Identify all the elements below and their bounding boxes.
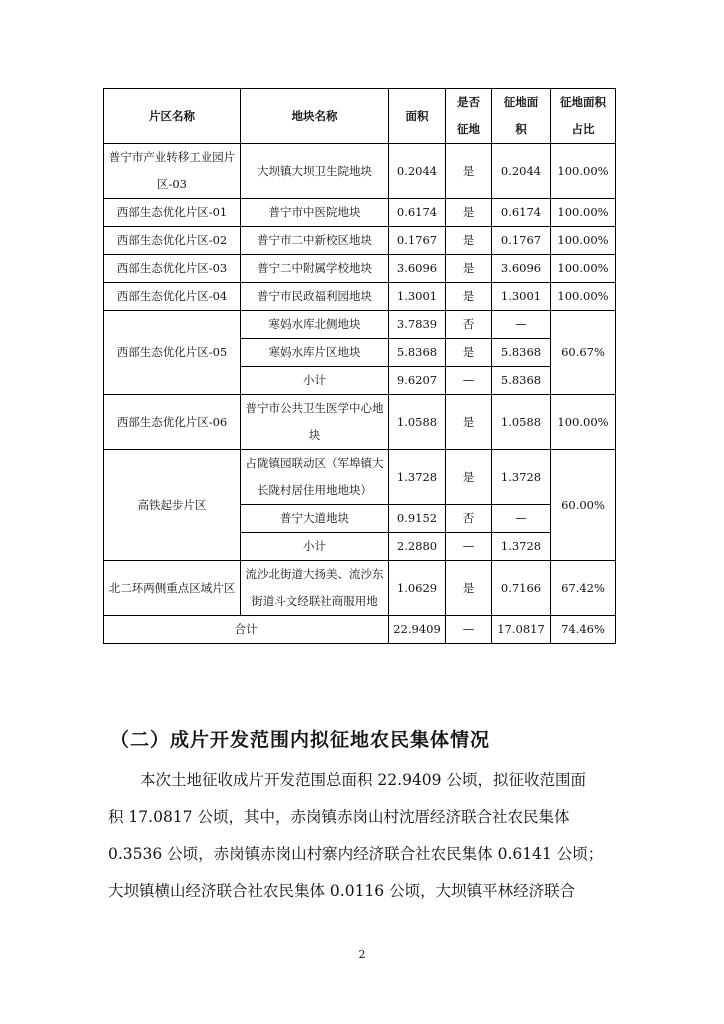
page-number: 2	[358, 948, 366, 961]
ratio-cell: 60.00%	[551, 450, 616, 561]
total-area: 22.9409	[389, 616, 446, 644]
table-row	[104, 561, 616, 616]
header-plot: 地块名称	[241, 89, 389, 144]
ratio-cell: 100.00%	[551, 199, 616, 227]
table-row	[104, 311, 616, 339]
is-acquired-cell: —	[446, 367, 492, 395]
is-acquired-cell: 是	[446, 283, 492, 311]
plot-cell: 普宁二中附属学校地块	[241, 255, 389, 283]
acquired-area-cell: 1.3728	[492, 450, 551, 505]
area-cell: 3.7839	[389, 311, 446, 339]
area-cell: 0.9152	[389, 505, 446, 533]
area-cell: 1.0629	[389, 561, 446, 616]
area-cell: 1.3728	[389, 450, 446, 505]
acquired-area-cell: 1.3001	[492, 283, 551, 311]
plot-cell: 占陇镇园联动区（军埠镇大长陇村居住用地地块）	[241, 450, 389, 505]
ratio-cell: 67.42%	[551, 561, 616, 616]
area-cell: 5.8368	[389, 339, 446, 367]
plot-cell: 普宁市民政福利园地块	[241, 283, 389, 311]
ratio-cell: 60.67%	[551, 311, 616, 395]
zone-cell: 西部生态优化片区-03	[104, 255, 241, 283]
is-acquired-cell: 是	[446, 339, 492, 367]
acquired-area-cell: —	[492, 505, 551, 533]
is-acquired-cell: 是	[446, 395, 492, 450]
area-cell: 0.6174	[389, 199, 446, 227]
table-header-row	[104, 89, 616, 144]
is-acquired-cell: 是	[446, 227, 492, 255]
table-row	[104, 283, 616, 311]
acquired-area-cell: 5.8368	[492, 367, 551, 395]
ratio-cell: 100.00%	[551, 283, 616, 311]
header-is-acquired	[446, 89, 492, 144]
land-acquisition-table	[103, 88, 616, 644]
plot-cell: 普宁市中医院地块	[241, 199, 389, 227]
table-total-row	[104, 616, 616, 644]
header-is-acquired-line1: 是否	[457, 95, 480, 109]
zone-cell: 西部生态优化片区-05	[104, 311, 241, 395]
total-acquired-area: 17.0817	[492, 616, 551, 644]
paragraph-line: 大坝镇横山经济联合社农民集体 0.0116 公顷，大坝镇平林经济联合	[108, 882, 576, 900]
header-zone: 片区名称	[104, 89, 241, 144]
header-area: 面积	[389, 89, 446, 144]
acquired-area-cell: 5.8368	[492, 339, 551, 367]
plot-cell: 大坝镇大坝卫生院地块	[241, 144, 389, 199]
plot-cell: 普宁市公共卫生医学中心地块	[241, 395, 389, 450]
header-ratio-line2: 占比	[571, 122, 595, 136]
ratio-cell: 100.00%	[551, 255, 616, 283]
table-row	[104, 227, 616, 255]
zone-cell: 西部生态优化片区-06	[104, 395, 241, 450]
plot-cell: 小计	[241, 533, 389, 561]
acquired-area-cell: 0.1767	[492, 227, 551, 255]
area-cell: 3.6096	[389, 255, 446, 283]
header-ratio	[551, 89, 616, 144]
ratio-cell: 100.00%	[551, 227, 616, 255]
area-cell: 9.6207	[389, 367, 446, 395]
is-acquired-cell: 是	[446, 144, 492, 199]
header-acquired-area	[492, 89, 551, 144]
acquired-area-cell: 0.7166	[492, 561, 551, 616]
area-cell: 1.3001	[389, 283, 446, 311]
acquired-area-cell: 1.3728	[492, 533, 551, 561]
section-heading: （二）成片开发范围内拟征地农民集体情况	[110, 729, 491, 751]
table-row	[104, 255, 616, 283]
total-label: 合计	[104, 616, 389, 644]
is-acquired-cell: 是	[446, 255, 492, 283]
area-cell: 2.2880	[389, 533, 446, 561]
is-acquired-cell: 是	[446, 199, 492, 227]
plot-cell: 寒妈水库片区地块	[241, 339, 389, 367]
zone-cell: 普宁市产业转移工业园片区-03	[104, 144, 241, 199]
is-acquired-cell: —	[446, 533, 492, 561]
paragraph-line: 本次土地征收成片开发范围总面积 22.9409 公顷，拟征收范围面	[140, 771, 586, 789]
zone-cell: 北二环两侧重点区域片区	[104, 561, 241, 616]
header-is-acquired-line2: 征地	[457, 122, 480, 136]
table-row	[104, 199, 616, 227]
acquired-area-cell: 0.6174	[492, 199, 551, 227]
paragraph-line: 0.3536 公顷，赤岗镇赤岗山村寨内经济联合社农民集体 0.6141 公顷；	[108, 845, 604, 863]
zone-cell: 西部生态优化片区-02	[104, 227, 241, 255]
is-acquired-cell: 否	[446, 311, 492, 339]
area-cell: 0.1767	[389, 227, 446, 255]
header-acquired-area-line1: 征地面	[503, 95, 539, 109]
zone-cell: 西部生态优化片区-04	[104, 283, 241, 311]
plot-cell: 流沙北街道大扬美、流沙东街道斗文经联社商服用地	[241, 561, 389, 616]
is-acquired-cell: 是	[446, 561, 492, 616]
acquired-area-cell: —	[492, 311, 551, 339]
paragraph-line: 积 17.0817 公顷，其中，赤岗镇赤岗山村沈厝经济联合社农民集体	[108, 808, 570, 826]
acquired-area-cell: 1.0588	[492, 395, 551, 450]
acquired-area-cell: 0.2044	[492, 144, 551, 199]
table-row	[104, 450, 616, 505]
plot-cell: 寒妈水库北侧地块	[241, 311, 389, 339]
ratio-cell: 100.00%	[551, 144, 616, 199]
total-is-acquired: —	[446, 616, 492, 644]
plot-cell: 普宁大道地块	[241, 505, 389, 533]
area-cell: 1.0588	[389, 395, 446, 450]
table-row	[104, 395, 616, 450]
header-acquired-area-line2: 积	[515, 122, 527, 136]
total-ratio: 74.46%	[551, 616, 616, 644]
zone-cell: 西部生态优化片区-01	[104, 199, 241, 227]
ratio-cell: 100.00%	[551, 395, 616, 450]
is-acquired-cell: 是	[446, 450, 492, 505]
zone-cell: 高铁起步片区	[104, 450, 241, 561]
plot-cell: 小计	[241, 367, 389, 395]
table-row	[104, 144, 616, 199]
header-ratio-line1: 征地面积	[560, 95, 606, 109]
plot-cell: 普宁市二中新校区地块	[241, 227, 389, 255]
acquired-area-cell: 3.6096	[492, 255, 551, 283]
is-acquired-cell: 否	[446, 505, 492, 533]
area-cell: 0.2044	[389, 144, 446, 199]
